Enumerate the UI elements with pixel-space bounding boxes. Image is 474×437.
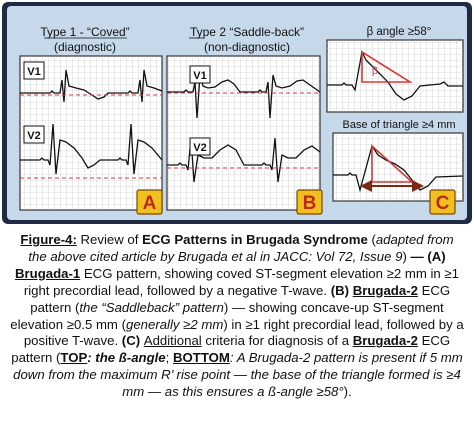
caption-brugada2-c: Brugada-2: [352, 333, 418, 349]
caption-text-b2: ) — showing concave-up ST-segment elevation ≥0.5 mm (: [10, 299, 444, 332]
panel-b-lead-v2: V2: [193, 142, 207, 154]
caption-source: adapted from the above cited article by Brugada et al in JACC: Vol 72, Issue 9: [28, 232, 454, 264]
panel-a-lead-v1: V1: [27, 66, 41, 78]
panel-b-lead-v1: V1: [193, 70, 207, 82]
panel-c-letter: C: [435, 193, 450, 214]
caption-text-2: (: [367, 232, 376, 247]
caption-text-a: ECG pattern, showing coved ST-segment elevation ≥2 mm in ≥1 right precordial lead, followed by a negative T-wave.: [23, 265, 459, 298]
caption-text-c1: criteria for diagnosis of a: [201, 333, 353, 349]
panel-a-heading-1: Type 1 - “Coved”: [40, 25, 130, 39]
caption-end: ).: [343, 384, 352, 400]
caption-text-1: Review of: [76, 232, 143, 247]
panel-b-letter: B: [302, 193, 317, 214]
caption-text-3: ): [402, 248, 407, 264]
panel-c-top-label: β angle ≥58°: [366, 26, 432, 38]
caption-brugada2: Brugada-2: [352, 282, 418, 298]
caption-text-c2: ECG pattern (: [11, 333, 451, 366]
caption-text-b3: ) in ≥1 right precordial lead, followed by a positive T-wave.: [23, 316, 464, 349]
caption-bottom-part: : A Brugada-2 pattern is present if 5 mm down from the maximum R’ rise point — the base of the triangle formed is ≥4 mm — as this ensures a ß-angle ≥58°: [13, 350, 463, 400]
caption-text-b1: ECG pattern (: [30, 282, 451, 315]
caption-top-word: TOP: [60, 350, 88, 366]
caption-brugada1: Brugada-1: [15, 265, 81, 281]
caption-label-b: (B): [330, 282, 353, 298]
caption-figure-label: Figure-4:: [20, 232, 77, 247]
caption-additional: Additional: [143, 333, 202, 349]
panel-c-bottom-label: Base of triangle ≥4 mm: [342, 119, 456, 131]
panel-c: [327, 26, 463, 214]
panel-a-letter: A: [142, 193, 157, 214]
panel-a-lead-v2: V2: [27, 130, 41, 142]
caption-paragraph: [10, 232, 464, 401]
caption-sep: ;: [165, 350, 173, 366]
caption-beta-part: : the ß-angle: [87, 350, 166, 366]
caption-saddleback: the “Saddleback” pattern: [79, 299, 224, 315]
panel-b-heading-2: (non-diagnostic): [203, 40, 291, 54]
caption-bottom-word: BOTTOM: [172, 350, 230, 366]
panel-a-heading-2: (diagnostic): [53, 40, 117, 54]
panel-c-beta-mark: β: [372, 66, 378, 77]
caption-label-c: (C): [121, 333, 144, 349]
caption-label-a: — (A): [406, 248, 446, 264]
caption-generally: generally ≥2 mm: [125, 316, 224, 332]
caption-title: ECG Patterns in Brugada Syndrome: [142, 232, 368, 247]
panel-b-heading-1: Type 2 “Saddle-back”: [189, 25, 305, 39]
figure-caption: [0, 226, 474, 437]
